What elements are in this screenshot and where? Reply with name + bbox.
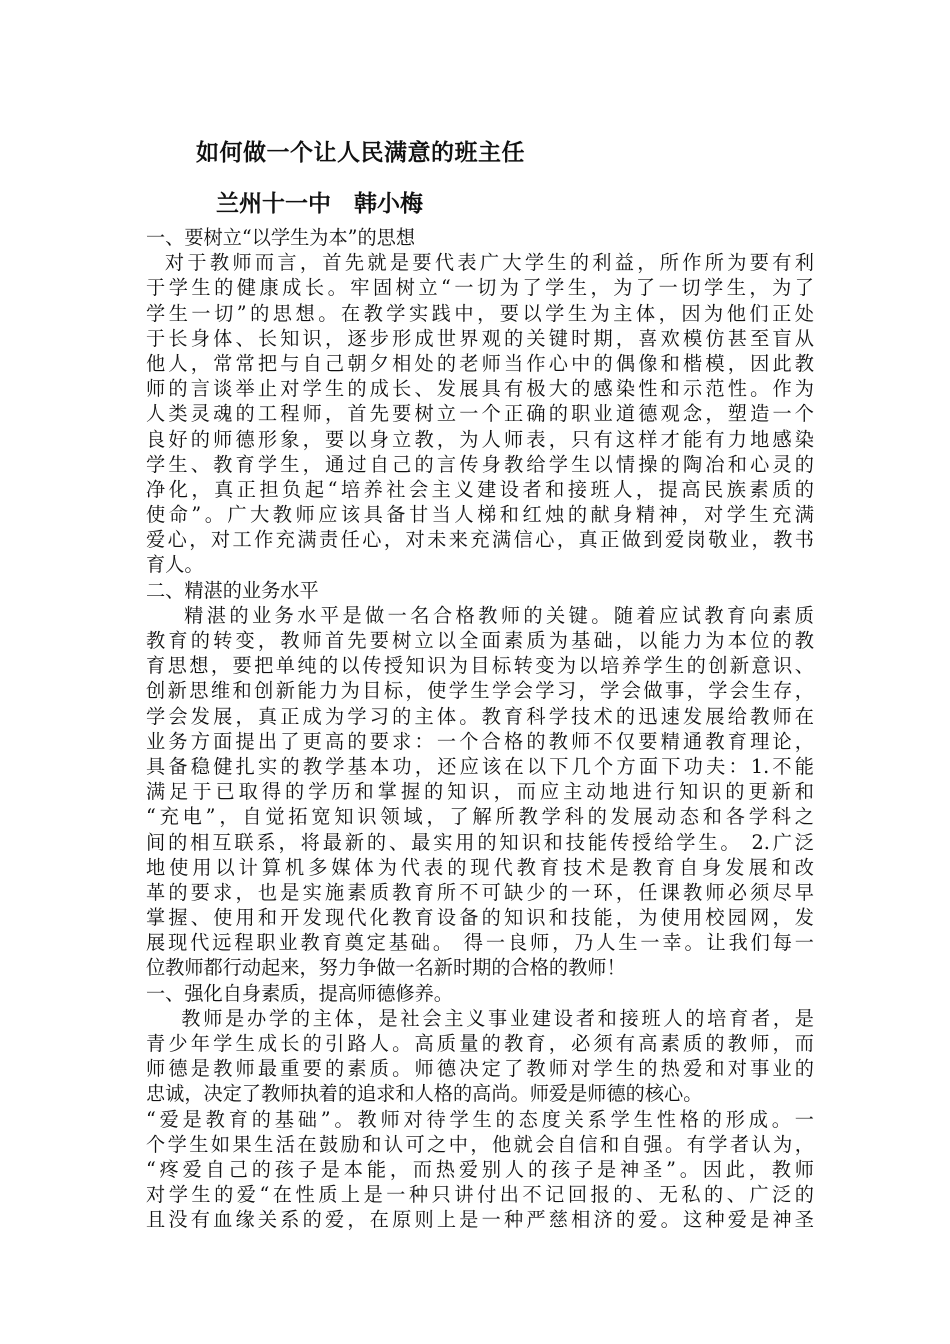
body-line: 展现代远程职业教育奠定基础。 得一良师，乃人生一幸。让我们每一 <box>146 931 814 955</box>
body-line: 间的相互联系，将最新的、最实用的知识和技能传授给学生。 2.广泛 <box>146 830 814 854</box>
body-line: 他人，常常把与自己朝夕相处的老师当作心中的偶像和楷模，因此教 <box>146 351 814 375</box>
body-line: 学生、教育学生，通过自己的言传身教给学生以情操的陶冶和心灵的 <box>146 452 814 476</box>
body-line: “疼爱自己的孩子是本能，而热爱别人的孩子是神圣”。因此，教师 <box>146 1157 814 1181</box>
body-line: 使命”。广大教师应该具备甘当人梯和红烛的献身精神，对学生充满 <box>146 503 814 527</box>
body-line: 且没有血缘关系的爱，在原则上是一种严慈相济的爱。这种爱是神圣 <box>146 1208 814 1232</box>
body-line: “充电”，自觉拓宽知识领域，了解所教学科的发展动态和各学科之 <box>146 805 814 829</box>
body-line: 师的言谈举止对学生的成长、发展具有极大的感染性和示范性。作为 <box>146 377 814 401</box>
body-line: 育人。 <box>146 553 204 577</box>
body-line: 一、强化自身素质，提高师德修养。 <box>146 981 453 1005</box>
body-line: 学会发展，真正成为学习的主体。教育科学技术的迅速发展给教师在 <box>146 704 814 728</box>
body-line: 具备稳健扎实的教学基本功，还应该在以下几个方面下功夫：1.不能 <box>146 754 814 778</box>
body-line: 创新思维和创新能力为目标，使学生学会学习，学会做事，学会生存， <box>146 679 814 703</box>
body-line: 师德是教师最重要的素质。师德决定了教师对学生的热爱和对事业的 <box>146 1057 814 1081</box>
body-line: 精湛的业务水平是做一名合格教师的关键。随着应试教育向素质 <box>146 603 814 627</box>
body-line: 爱心，对工作充满责任心，对未来充满信心，真正做到爱岗敬业，教书 <box>146 528 814 552</box>
body-line: 满足于已取得的学历和掌握的知识，而应主动地进行知识的更新和 <box>146 780 814 804</box>
body-line: 对于教师而言，首先就是要代表广大学生的利益，所作所为要有利 <box>146 251 814 275</box>
body-line: 人类灵魂的工程师，首先要树立一个正确的职业道德观念，塑造一个 <box>146 402 814 426</box>
body-line: 青少年学生成长的引路人。高质量的教育，必须有高素质的教师，而 <box>146 1032 814 1055</box>
body-line: 教师是办学的主体，是社会主义事业建设者和接班人的培育者，是 <box>146 1006 814 1030</box>
body-line: 对学生的爱“在性质上是一种只讲付出不记回报的、无私的、广泛的 <box>146 1183 814 1207</box>
body-line: 一、要树立“以学生为本”的思想 <box>146 226 416 249</box>
document-body <box>146 225 814 1233</box>
body-line: 教育的转变，教师首先要树立以全面素质为基础，以能力为本位的教 <box>146 629 814 652</box>
body-line: 位教师都行动起来，努力争做一名新时期的合格的教师！ <box>146 956 626 980</box>
body-line: 育思想，要把单纯的以传授知识为目标转变为以培养学生的创新意识、 <box>146 654 814 678</box>
document-title: 如何做一个让人民满意的班主任 <box>196 139 525 166</box>
document-author: 兰州十一中 韩小梅 <box>216 190 423 217</box>
body-line: 于学生的健康成长。牢固树立“一切为了学生，为了一切学生，为了 <box>146 276 814 300</box>
body-line: 个学生如果生活在鼓励和认可之中，他就会自信和自强。有学者认为， <box>146 1132 814 1156</box>
body-line: 学生一切”的思想。在教学实践中，要以学生为主体，因为他们正处 <box>146 301 814 325</box>
body-line: 于长身体、长知识，逐步形成世界观的关键时期，喜欢模仿甚至盲从 <box>146 326 814 350</box>
body-line: 地使用以计算机多媒体为代表的现代教育技术是教育自身发展和改 <box>146 855 814 879</box>
body-line: 业务方面提出了更高的要求：一个合格的教师不仅要精通教育理论， <box>146 729 814 753</box>
body-line: “爱是教育的基础”。教师对待学生的态度关系学生性格的形成。一 <box>146 1107 814 1131</box>
body-line: 净化，真正担负起“培养社会主义建设者和接班人，提高民族素质的 <box>146 477 814 501</box>
body-line: 二、精湛的业务水平 <box>146 578 319 602</box>
body-line: 良好的师德形象，要以身立教，为人师表，只有这样才能有力地感染 <box>146 427 814 451</box>
body-line: 忠诚，决定了教师执着的追求和人格的高尚。师爱是师德的核心。 <box>146 1082 703 1106</box>
body-line: 掌握、使用和开发现代化教育设备的知识和技能，为使用校园网，发 <box>146 906 814 930</box>
body-line: 革的要求，也是实施素质教育所不可缺少的一环，任课教师必须尽早 <box>146 880 814 904</box>
